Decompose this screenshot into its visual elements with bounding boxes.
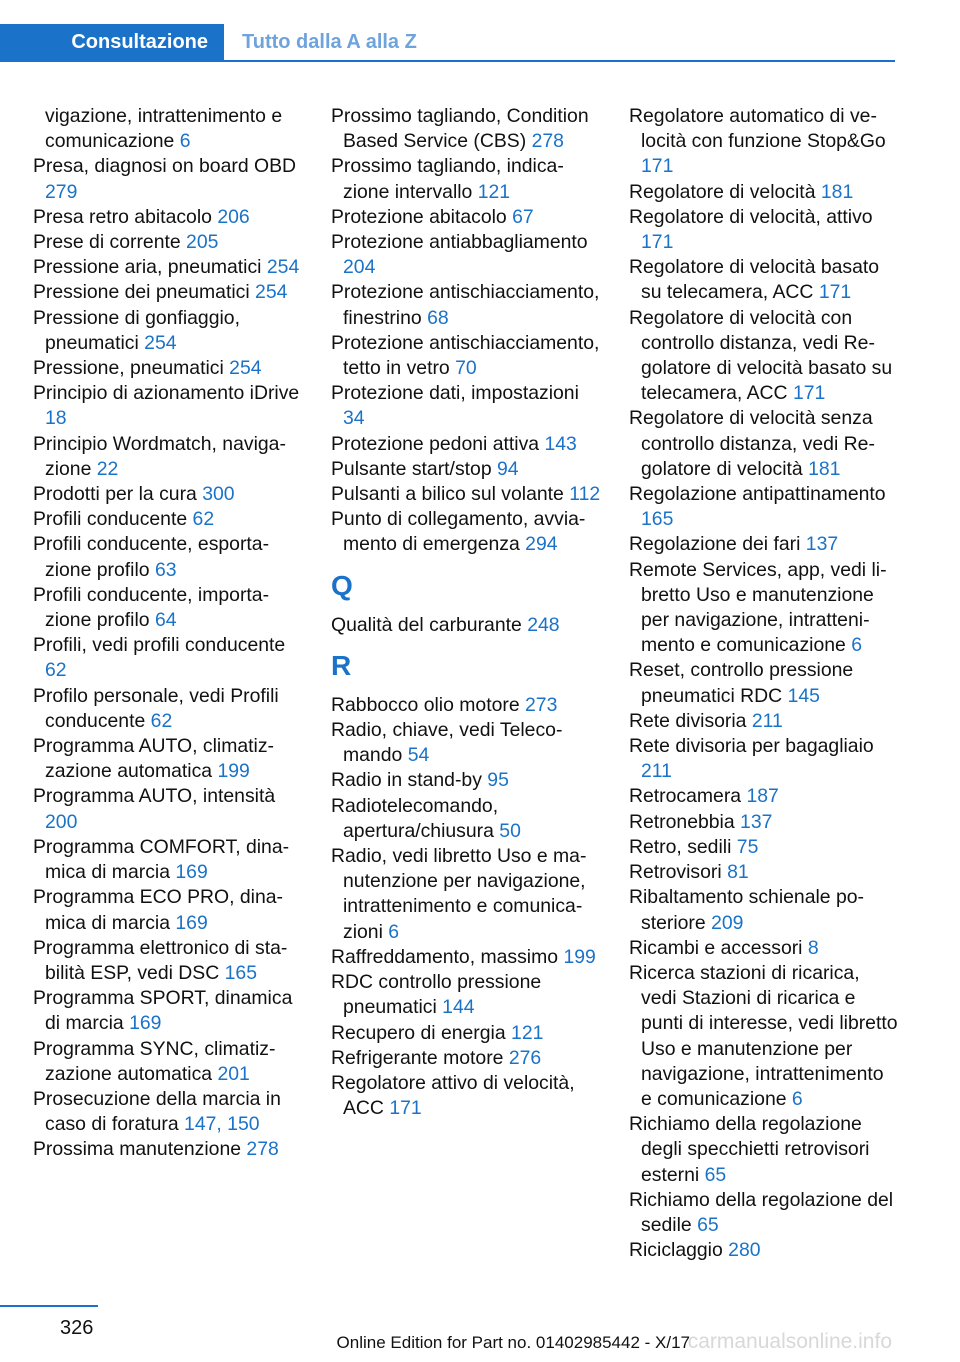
page-reference-link[interactable]: 169 — [175, 861, 208, 884]
index-entry-text: Pulsanti a bilico sul volante — [331, 483, 564, 506]
index-entry-text: Prossimo tagliando, Condition Based Service (CBS) — [331, 105, 589, 153]
index-entry-text: Pressione aria, pneumatici — [33, 256, 262, 279]
page-reference-link[interactable]: 169 — [129, 1012, 162, 1035]
page-reference-link[interactable]: 75 — [736, 835, 759, 858]
index-entry — [331, 457, 603, 482]
index-entry — [33, 835, 303, 885]
index-entry-text: Retrovisori — [629, 861, 722, 884]
index-entry-text: Retro, sedili — [629, 835, 732, 858]
index-entry-text: Profili conducente — [33, 508, 188, 531]
index-entry-text: Ribaltamento schienale posteriore — [629, 886, 864, 934]
index-entry-text: Rabbocco olio motore — [331, 693, 520, 716]
page-reference-link[interactable]: 64 — [154, 609, 177, 632]
page-reference-link[interactable]: 206 — [217, 205, 250, 228]
index-entry — [331, 280, 603, 330]
index-entry-text: Principio Wordmatch, navigazione — [33, 432, 286, 480]
page-reference-link[interactable]: 211 — [751, 709, 783, 732]
index-entry — [33, 1087, 303, 1137]
page-reference-link[interactable]: 165 — [641, 508, 674, 531]
page-reference-link[interactable]: 181 — [820, 180, 854, 203]
index-column-2 — [331, 104, 603, 1121]
index-entry — [33, 482, 303, 507]
index-entry — [331, 432, 603, 457]
index-entry-text: Profili conducente, esportazione profilo — [33, 533, 270, 581]
index-entry-text: Prossima manutenzione — [33, 1138, 242, 1161]
index-entry — [629, 482, 899, 532]
index-entry — [629, 1238, 899, 1263]
index-entry — [629, 885, 899, 935]
index-entry-text: Richiamo della regolazione del sedile — [629, 1188, 894, 1236]
page-reference-link[interactable]: 65 — [704, 1163, 727, 1186]
index-entry — [629, 180, 899, 205]
index-entry-text: Radio in stand-by — [331, 769, 482, 792]
page-reference-link[interactable]: 209 — [711, 911, 744, 934]
index-entry — [629, 532, 899, 557]
page-reference-link[interactable]: 171 — [792, 382, 826, 405]
footer-rule — [0, 1305, 98, 1307]
page-reference-link[interactable]: 6 — [851, 634, 862, 657]
index-entry — [33, 532, 303, 582]
page-number: 326 — [60, 1317, 94, 1339]
index-entry — [33, 1037, 303, 1087]
index-entry-text: Regolatore di velocità basato su telecamera, ACC — [629, 256, 880, 304]
index-entry — [629, 558, 899, 659]
index-entry — [331, 970, 603, 1020]
index-entry-text: Protezione antiabbagliamento — [331, 231, 588, 254]
index-entry — [33, 381, 303, 431]
page-reference-link[interactable]: 279 — [45, 180, 78, 203]
index-entry — [33, 986, 303, 1036]
watermark: carmanualsonline.info — [687, 1330, 892, 1353]
index-entry-text: Programma SPORT, dinamica di marcia — [33, 987, 293, 1035]
index-entry — [33, 432, 303, 482]
page-reference-link[interactable]: 143 — [544, 432, 577, 455]
page-reference-link[interactable]: 199 — [217, 760, 250, 783]
index-entry-text: Programma COMFORT, dinamica di marcia — [33, 835, 290, 884]
index-entry — [331, 768, 603, 793]
index-entry — [331, 1071, 603, 1121]
index-entry-text: vigazione, intrattenimento e comunicazione — [45, 105, 283, 153]
page-reference-link[interactable]: 34 — [343, 407, 365, 430]
page-reference-link[interactable]: 273 — [525, 693, 558, 716]
index-entry — [629, 1188, 899, 1238]
index-entry — [331, 381, 603, 431]
index-entry-text: Refrigerante motore — [331, 1046, 504, 1069]
index-entry-text: Pressione dei pneumatici — [33, 281, 250, 304]
page-reference-link[interactable]: 70 — [455, 357, 477, 380]
index-entry — [33, 507, 303, 532]
page-reference-link[interactable]: 278 — [531, 130, 564, 153]
index-entry-text: Regolatore attivo di velocità, ACC — [331, 1071, 575, 1120]
chapter-tab[interactable]: Consultazione — [0, 24, 224, 60]
index-entry — [33, 306, 303, 356]
index-entry — [33, 280, 303, 305]
index-entry-text: Prossimo tagliando, indicazione intervallo — [331, 155, 564, 203]
page-reference-link[interactable]: 294 — [525, 533, 558, 556]
index-entry — [33, 230, 303, 255]
page-reference-link[interactable]: 171 — [818, 281, 852, 304]
index-entry — [33, 104, 303, 154]
page-reference-link[interactable]: 171 — [641, 231, 674, 254]
edition-note: Online Edition for Part no. 01402985442 - X/17 — [336, 1333, 690, 1352]
index-entry — [33, 255, 303, 280]
page-reference-link[interactable]: 171 — [641, 155, 674, 178]
index-entry — [629, 709, 899, 734]
page-reference-link[interactable]: 171 — [389, 1097, 422, 1120]
index-entry-text: Protezione antischiacciamento, finestrino — [331, 281, 600, 329]
index-entry-text: Richiamo della regolazione degli specchietti retrovisori esterni — [629, 1113, 870, 1186]
page-reference-link[interactable]: 62 — [45, 659, 67, 682]
index-entry — [331, 1021, 603, 1046]
index-entry — [331, 104, 603, 154]
index-entry-text: Regolatore automatico di velocità con funzione Stop&Go — [629, 105, 886, 153]
page-reference-link[interactable]: 278 — [246, 1138, 279, 1161]
index-entry — [629, 860, 899, 885]
index-entry-text: Presa, diagnosi on board OBD — [33, 155, 297, 178]
index-entry-text: Radio, chiave, vedi Telecomando — [331, 719, 563, 767]
page-reference-link[interactable]: 147, 150 — [184, 1113, 260, 1136]
index-entry-text: Protezione pedoni attiva — [331, 432, 540, 455]
index-entry-text: Programma ECO PRO, dinamica di marcia — [33, 886, 284, 934]
page-reference-link[interactable]: 62 — [150, 709, 173, 732]
page-reference-link[interactable]: 254 — [144, 331, 177, 354]
index-entry-text: Punto di collegamento, avviamento di emergenza — [331, 508, 586, 556]
index-entry-text: Regolazione antipattinamento — [629, 483, 886, 506]
header-rule — [0, 60, 895, 62]
index-entry — [629, 835, 899, 860]
page-reference-link[interactable]: 181 — [808, 457, 841, 480]
index-entry — [33, 784, 303, 834]
index-entry — [33, 684, 303, 734]
page-reference-link[interactable]: 54 — [407, 744, 430, 767]
page-reference-link[interactable]: 254 — [266, 256, 300, 279]
page-reference-link[interactable]: 112 — [569, 483, 601, 506]
page-reference-link[interactable]: 22 — [96, 457, 119, 480]
index-column-3 — [629, 104, 899, 1263]
page-reference-link[interactable]: 50 — [499, 819, 521, 842]
index-entry-text: Prosecuzione della marcia in caso di foratura — [33, 1087, 281, 1136]
index-entry — [33, 205, 303, 230]
index-entry — [629, 104, 899, 180]
index-entry-text: Retronebbia — [629, 810, 735, 833]
page-reference-link[interactable]: 254 — [255, 281, 288, 304]
page-reference-link[interactable]: 94 — [497, 457, 519, 480]
index-entry — [331, 507, 603, 557]
page-reference-link[interactable]: 254 — [229, 357, 262, 380]
index-entry — [331, 718, 603, 768]
index-entry-text: Prese di corrente — [33, 231, 181, 254]
page-reference-link[interactable]: 81 — [727, 861, 749, 884]
index-entry — [331, 844, 603, 945]
index-entry-text: Radio, vedi libretto Uso e manutenzione per navigazione, intrattenimento e comunicazioni — [331, 845, 587, 943]
index-entry-text: Remote Services, app, vedi libretto Uso e manutenzione per navigazione, intrattenimento e comunicazione — [629, 558, 887, 657]
index-entry — [331, 482, 603, 507]
index-entry-text: Raffreddamento, massimo — [331, 945, 559, 968]
index-entry — [33, 583, 303, 633]
index-entry-text: Protezione antischiacciamento, tetto in vetro — [331, 331, 600, 380]
index-entry — [629, 255, 899, 305]
index-entry-text: Principio di azionamento iDrive — [33, 382, 300, 405]
page-reference-link[interactable]: 187 — [746, 785, 779, 808]
index-entry — [629, 406, 899, 482]
page-reference-link[interactable]: 276 — [508, 1046, 542, 1069]
index-entry-text: Programma elettronico di stabilità ESP, vedi DSC — [33, 936, 288, 984]
index-entry-text: Regolazione dei fari — [629, 533, 801, 556]
page-reference-link[interactable]: 63 — [154, 558, 177, 581]
index-entry — [33, 356, 303, 381]
page-reference-link[interactable]: 199 — [563, 945, 596, 968]
section-tab[interactable]: Tutto dalla A alla Z — [242, 31, 417, 53]
index-entry-text: RDC controllo pressione pneumatici — [331, 971, 542, 1019]
index-entry-text: Pressione di gonfiaggio, pneumatici — [33, 306, 240, 354]
index-entry-text: Presa retro abitacolo — [33, 205, 212, 228]
index-entry-text: Prodotti per la cura — [33, 483, 197, 506]
index-letter-heading: Q — [331, 569, 353, 601]
page-reference-link[interactable]: 6 — [179, 130, 191, 153]
index-entry — [331, 945, 603, 970]
page-reference-link[interactable]: 121 — [477, 180, 511, 203]
index-entry — [629, 961, 899, 1112]
index-entry-text: Ricambi e accessori — [629, 936, 803, 959]
index-entry — [331, 331, 603, 381]
index-entry-text: Qualità del carburante — [331, 613, 522, 636]
index-entry-text: Retrocamera — [629, 785, 742, 808]
page-reference-link[interactable]: 248 — [527, 613, 560, 636]
index-entry — [331, 613, 603, 638]
index-entry — [629, 1112, 899, 1188]
index-entry-text: Protezione dati, impostazioni — [331, 382, 579, 405]
index-entry — [629, 936, 899, 961]
index-entry — [629, 205, 899, 255]
page-reference-link[interactable]: 6 — [388, 920, 400, 943]
index-entry — [331, 230, 603, 280]
page-reference-link[interactable]: 144 — [442, 996, 475, 1019]
page-reference-link[interactable]: 8 — [807, 936, 819, 959]
index-entry — [33, 936, 303, 986]
index-entry — [629, 784, 899, 809]
index-entry-text: Riciclaggio — [629, 1239, 723, 1262]
index-entry-text: Protezione abitacolo — [331, 205, 507, 228]
index-entry-text: Programma AUTO, climatizzazione automatica — [33, 735, 275, 783]
page-reference-link[interactable]: 65 — [697, 1213, 719, 1236]
index-entry — [629, 658, 899, 708]
index-entry — [33, 1137, 303, 1162]
index-entry-text: Rete divisoria per bagagliaio — [629, 735, 874, 758]
index-entry — [331, 205, 603, 230]
index-entry-text: Radiotelecomando, apertura/chiusura — [331, 794, 499, 842]
page-reference-link[interactable]: 169 — [175, 911, 208, 934]
index-entry — [331, 154, 603, 204]
index-entry — [629, 734, 899, 784]
page-reference-link[interactable]: 121 — [511, 1021, 544, 1044]
page-reference-link[interactable]: 6 — [791, 1087, 803, 1110]
index-entry-text: Pressione, pneumatici — [33, 357, 224, 380]
page-reference-link[interactable]: 62 — [192, 508, 215, 531]
page-reference-link[interactable]: 165 — [224, 961, 257, 984]
index-entry-text: Programma AUTO, intensità — [33, 785, 276, 808]
index-entry — [33, 885, 303, 935]
index-entry-text: Rete divisoria — [629, 709, 747, 732]
index-entry — [33, 633, 303, 683]
page-reference-link[interactable]: 95 — [487, 769, 509, 792]
page-reference-link[interactable]: 67 — [512, 205, 534, 228]
page-reference-link[interactable]: 145 — [787, 684, 820, 707]
index-entry-text: Recupero di energia — [331, 1021, 506, 1044]
index-entry-text: Regolatore di velocità senza controllo distanza, vedi Regolatore di velocità — [629, 407, 875, 480]
page-header — [0, 24, 895, 62]
index-entry — [629, 810, 899, 835]
index-letter-heading: R — [331, 649, 352, 681]
index-entry-text: Profilo personale, vedi Profili conducente — [33, 684, 279, 732]
index-entry-text: Regolatore di velocità, attivo — [629, 205, 873, 228]
page-reference-link[interactable]: 137 — [740, 810, 773, 833]
page-reference-link[interactable]: 204 — [343, 256, 376, 279]
index-entry-text: Reset, controllo pressione pneumatici RDC — [629, 659, 854, 707]
page-reference-link[interactable]: 205 — [186, 231, 219, 254]
page-reference-link[interactable]: 300 — [202, 483, 235, 506]
index-entry — [629, 306, 899, 407]
index-entry — [33, 734, 303, 784]
page-reference-link[interactable]: 201 — [217, 1062, 250, 1085]
page-reference-link[interactable]: 211 — [641, 760, 672, 783]
index-entry — [331, 693, 603, 718]
index-entry-text: Profili, vedi profili conducente — [33, 634, 286, 657]
index-entry-text: Pulsante start/stop — [331, 457, 492, 480]
index-entry-text: Profili conducente, importazione profilo — [33, 583, 270, 632]
index-entry-text: Ricerca stazioni di ricarica, vedi Stazioni di ricarica e punti di interesse, vedi libretto Uso e manutenzione per navigazione, intrattenimento e comunicazione — [629, 961, 898, 1110]
index-entry-text: Regolatore di velocità — [629, 180, 816, 203]
page-reference-link[interactable]: 280 — [728, 1239, 761, 1262]
page-reference-link[interactable]: 68 — [427, 306, 449, 329]
index-entry — [331, 1046, 603, 1071]
index-entry-text: Regolatore di velocità con controllo distanza, vedi Regolatore di velocità basato su telecamera, ACC — [629, 306, 893, 405]
index-column-1 — [33, 104, 303, 1163]
page-reference-link[interactable]: 18 — [45, 407, 67, 430]
page-reference-link[interactable]: 137 — [805, 533, 839, 556]
index-entry-text: Programma SYNC, climatizzazione automatica — [33, 1037, 276, 1085]
page-reference-link[interactable]: 200 — [45, 810, 78, 833]
index-entry — [331, 794, 603, 844]
index-entry — [33, 154, 303, 204]
